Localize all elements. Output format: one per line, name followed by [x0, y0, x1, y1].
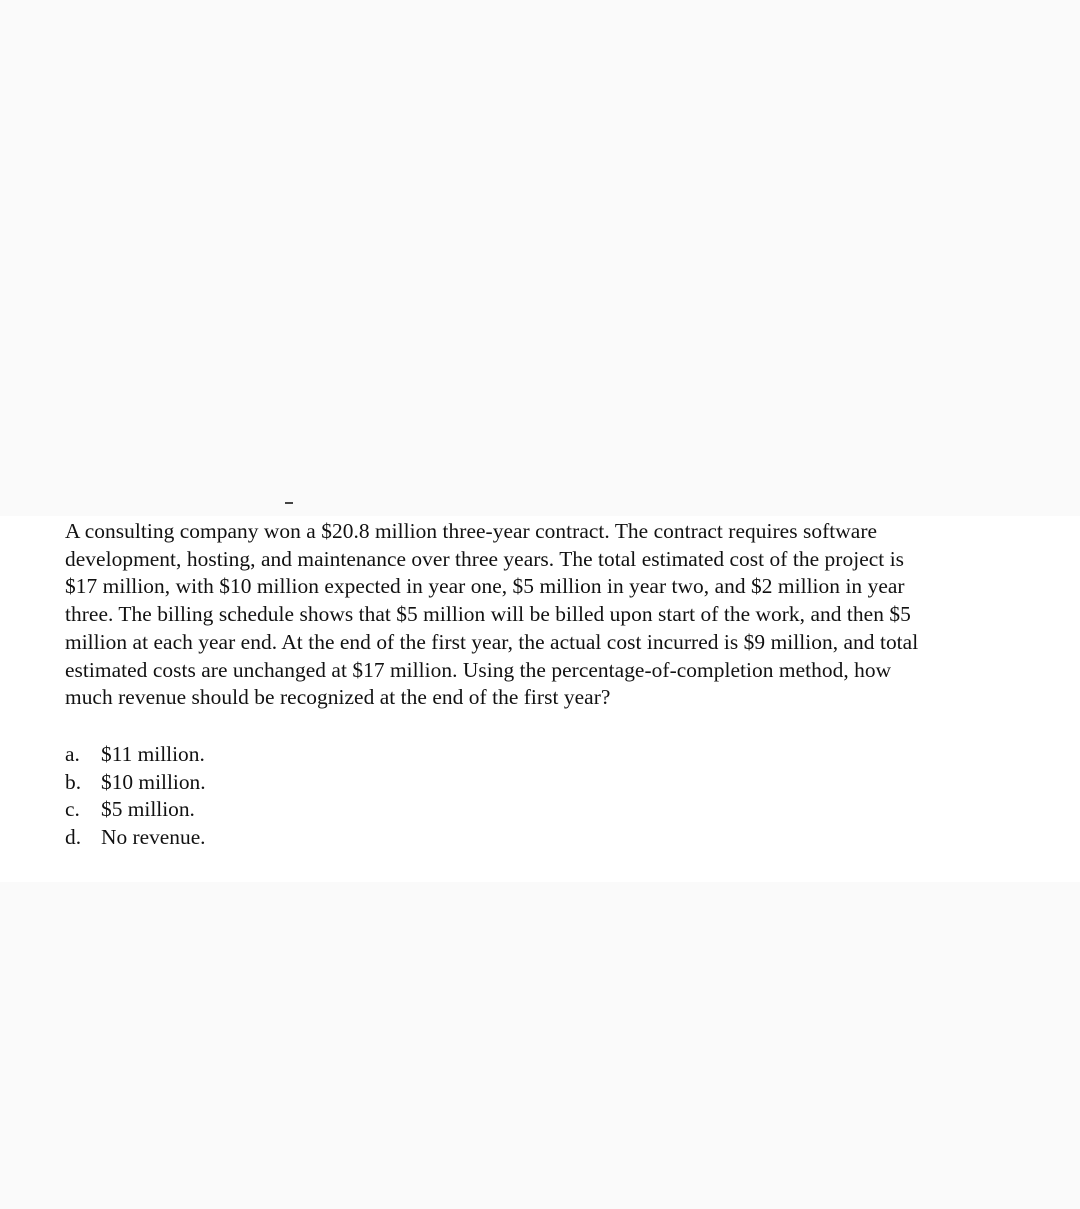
question-text: [65, 518, 1040, 712]
option-c: [65, 796, 206, 824]
option-letter: d.: [65, 825, 82, 850]
question-line: A consulting company won a $20.8 million three-year contract. The contract requires software: [65, 519, 878, 543]
option-text: $5 million.: [101, 797, 195, 822]
scan-artifact-dash: [285, 502, 293, 506]
question-line: million at each year end. At the end of the first year, the actual cost incurred is $9 million, and total: [65, 629, 919, 654]
option-text: $11 million.: [101, 742, 205, 766]
question-line: $17 million, with $10 million expected in year one, $5 million in year two, and $2 million in year: [65, 574, 905, 599]
question-line: much revenue should be recognized at the end of the first year?: [65, 685, 611, 710]
answer-options: [65, 741, 206, 852]
question-line: three. The billing schedule shows that $5 million will be billed upon start of the work, and then $5: [65, 602, 911, 627]
option-text: $10 million.: [101, 769, 206, 794]
option-d: [65, 824, 206, 852]
option-letter: a.: [65, 742, 80, 766]
option-b: [65, 769, 206, 797]
question-line: development, hosting, and maintenance over three years. The total estimated cost of the project is: [65, 546, 905, 571]
option-letter: c.: [65, 797, 80, 822]
option-a: [65, 741, 206, 769]
option-text: No revenue.: [101, 825, 206, 850]
question-line: estimated costs are unchanged at $17 million. Using the percentage-of-completion method, how: [65, 657, 892, 682]
option-letter: b.: [65, 769, 82, 794]
